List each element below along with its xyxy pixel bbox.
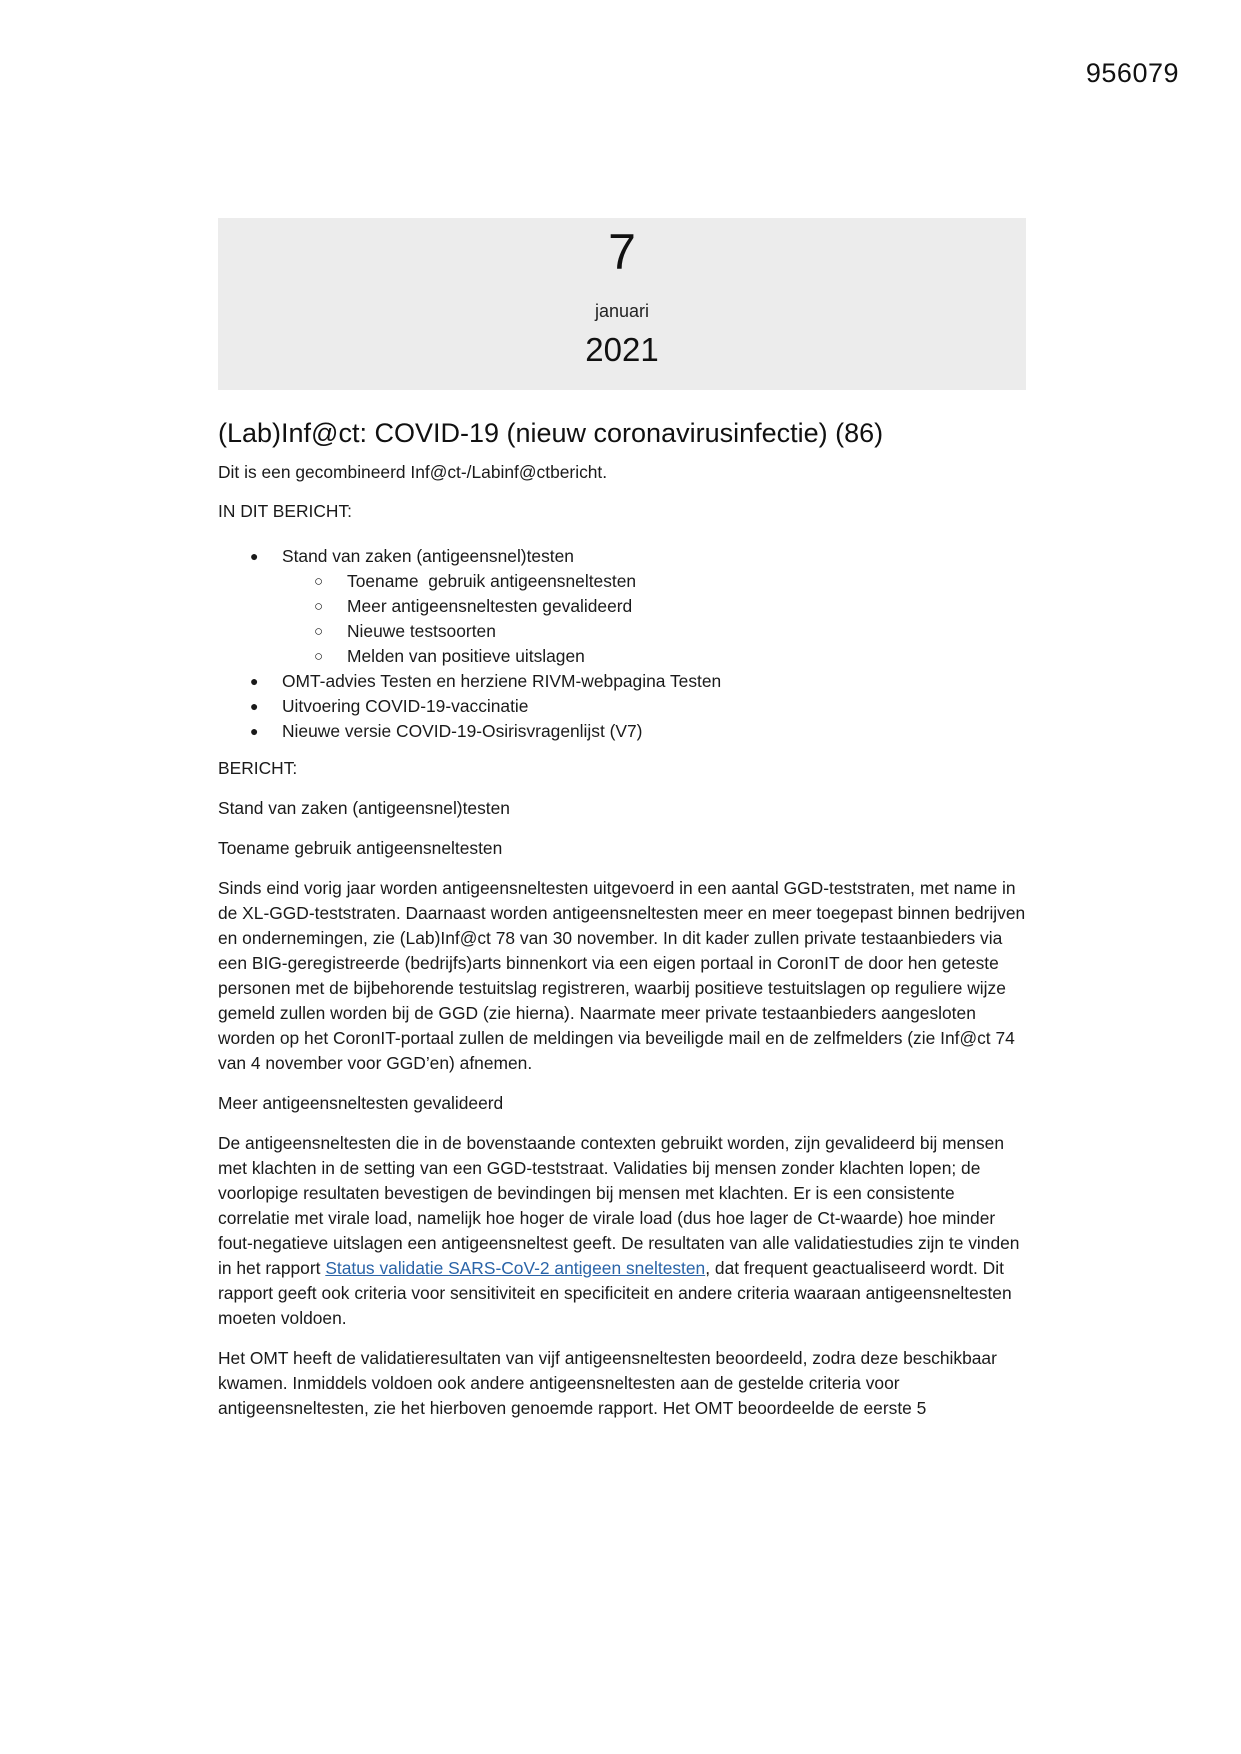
toc-subitem — [218, 619, 1026, 644]
toc-subitem — [218, 569, 1026, 594]
toc-item-label: OMT-advies Testen en herziene RIVM-webpagina Testen — [282, 671, 722, 691]
toc-subitem — [218, 644, 1026, 669]
paragraph-validation — [218, 1131, 1026, 1331]
paragraph-validation-text-end: , dat frequent geactualiseerd wordt. Dit rapport geeft ook criteria voor sensitiviteit en specificiteit en andere criteria waaraan antigeensneltesten moeten voldoen. — [218, 1258, 1012, 1328]
message-label: BERICHT: — [218, 758, 298, 778]
table-of-contents — [218, 544, 1026, 744]
toc-subitem — [218, 594, 1026, 619]
subheading-increase-use: Toename gebruik antigeensneltesten — [218, 838, 503, 858]
toc-item-label: Meer antigeensneltesten gevalideerd — [347, 596, 633, 616]
paragraph-omt: Het OMT heeft de validatieresultaten van vijf antigeensneltesten beoordeeld, zodra deze beschikbaar kwamen. Inmiddels voldoen ook andere antigeensneltesten aan de gestelde criteria voor antigeensneltesten, zie het hierboven genoemde rapport. Het OMT beoordeelde de eerste 5 — [218, 1348, 997, 1418]
toc-item — [218, 719, 1026, 744]
filled-bullet-icon: ● — [250, 673, 259, 689]
date-box — [218, 218, 1026, 390]
toc-item-label: Nieuwe versie COVID-19-Osirisvragenlijst (V7) — [282, 721, 643, 741]
filled-bullet-icon: ● — [250, 723, 259, 739]
toc-item — [218, 544, 1026, 569]
filled-bullet-icon: ● — [250, 698, 259, 714]
toc-item-label: Nieuwe testsoorten — [347, 621, 496, 641]
paragraph-validation-text: De antigeensneltesten die in de bovenstaande contexten gebruikt worden, zijn gevalideerd bij mensen met klachten in de setting van een GGD-teststraat. Validaties bij mensen zonder klachten lopen; de voorlopige resultaten bevestigen de bevindingen bij mensen met klachten. Er is een consistente correlatie met virale load, namelijk hoe hoger de virale load (dus hoe lager de Ct-waarde) hoe minder fout-negatieve uitslagen een antigeensneltest geeft. De resultaten van alle validatiestudies zijn te vinden in het rapport — [218, 1133, 1020, 1278]
toc-item-label: Uitvoering COVID-19-vaccinatie — [282, 696, 529, 716]
document-id: 956079 — [1085, 58, 1179, 88]
validation-report-link[interactable]: Status validatie SARS-CoV-2 antigeen sneltesten — [325, 1258, 706, 1278]
paragraph-increase-use: Sinds eind vorig jaar worden antigeensneltesten uitgevoerd in een aantal GGD-teststraten, met name in de XL-GGD-teststraten. Daarnaast worden antigeensneltesten meer en meer toegepast binnen bedrijven en ondernemingen, zie (Lab)Inf@ct 78 van 30 november. In dit kader zullen private testaanbieders via een BIG-geregistreerde (bedrijfs)arts binnenkort via een eigen portaal in CoronIT de door hen geteste personen met de bijbehorende testuitslag registreren, waarbij positieve testuitslagen op reguliere wijze gemeld zullen worden bij de GGD (zie hierna). Naarmate meer private testaanbieders aangesloten worden op het CoronIT-portaal zullen de meldingen via beveiligde mail en de zelfmelders (zie Inf@ct 74 van 4 november voor GGD’en) afnemen. — [218, 878, 1026, 1073]
hollow-bullet-icon: ○ — [314, 598, 324, 615]
section-heading: Stand van zaken (antigeensnel)testen — [218, 798, 510, 818]
toc-label: IN DIT BERICHT: — [218, 501, 352, 521]
intro-text: Dit is een gecombineerd Inf@ct-/Labinf@ctbericht. — [218, 462, 608, 482]
date-day: 7 — [608, 224, 636, 280]
hollow-bullet-icon: ○ — [314, 573, 324, 590]
page-title: (Lab)Inf@ct: COVID-19 (nieuw coronavirusinfectie) (86) — [218, 418, 884, 448]
newsletter-content — [218, 218, 1026, 1421]
hollow-bullet-icon: ○ — [314, 648, 324, 665]
toc-item-label: Toename gebruik antigeensneltesten — [347, 571, 637, 591]
toc-item — [218, 694, 1026, 719]
subheading-more-validated: Meer antigeensneltesten gevalideerd — [218, 1093, 504, 1113]
hollow-bullet-icon: ○ — [314, 623, 324, 640]
filled-bullet-icon: ● — [250, 548, 259, 564]
toc-item-label: Stand van zaken (antigeensnel)testen — [282, 546, 574, 566]
date-year: 2021 — [585, 331, 659, 368]
date-month: januari — [594, 301, 650, 321]
toc-item-label: Melden van positieve uitslagen — [347, 646, 585, 666]
toc-item — [218, 669, 1026, 694]
